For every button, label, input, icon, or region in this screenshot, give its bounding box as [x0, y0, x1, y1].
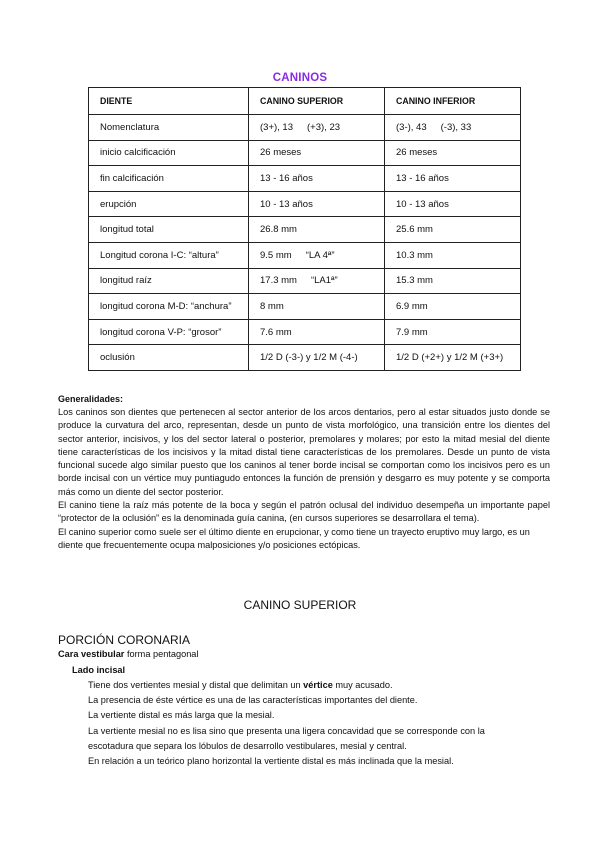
cell-value: erupción — [100, 198, 137, 210]
cell-value: 26.8 mm — [260, 224, 297, 236]
page-title: CANINOS — [272, 72, 328, 84]
table-row — [89, 140, 521, 166]
section-heading-porcion-coronaria: PORCIÓN CORONARIA — [58, 633, 191, 647]
header-canino-inferior: CANINO INFERIOR — [385, 88, 521, 115]
paragraph: Los caninos son dientes que pertenecen al sector anterior de los arcos dentarios, pero al estar situados justo donde se produce la curvatura del arco, representan, desde un punto de vista morfológico, una transición entre los dientes del sector anterior, incisivos, y los del sector lateral o posterior, premolares y molares; por esto la mitad mesial del diente tiene características de los incisivos y la mitad distal tiene características de los premolares. Desde un punto de vista funcional sucede algo similar puesto que los caninos al tener borde incisal se comportan como los incisivos pero es un borde incisal con un vértice muy puntiagudo entonces la función de prensión y desgarro es muy potente y se comporta más como un diente del sector posterior. — [58, 407, 550, 497]
text-line: En relación a un teórico plano horizontal la vertiente distal es más inclinada que la mesial. — [88, 756, 454, 767]
cell-value: 6.9 mm — [396, 300, 428, 312]
table-row — [89, 345, 521, 371]
cell-canino-inferior — [385, 217, 521, 243]
cell-canino-inferior — [385, 345, 521, 371]
table-row — [89, 166, 521, 192]
cell-canino-inferior — [385, 242, 521, 268]
cell-canino-inferior — [385, 166, 521, 192]
row-label — [89, 166, 249, 192]
table-row — [89, 191, 521, 217]
cell-value: 1/2 D (-3-) y 1/2 M (-4-) — [260, 352, 358, 364]
cell-value: 8 mm — [260, 300, 284, 312]
cell-canino-superior — [249, 294, 385, 320]
cell-value: 17.3 mm — [260, 275, 297, 287]
cell-value: 10 - 13 años — [260, 198, 313, 210]
header-diente: DIENTE — [89, 88, 249, 115]
text-line: La vertiente mesial no es lisa sino que presenta una ligera concavidad que se corresponde con la — [88, 725, 485, 736]
cell-value: inicio calcificación — [100, 147, 176, 159]
row-label — [89, 345, 249, 371]
cell-canino-inferior — [385, 319, 521, 345]
cara-vestibular-label: Cara vestibular — [58, 649, 125, 659]
cell-value: longitud corona V-P: “grosor” — [100, 326, 222, 338]
cell-canino-superior — [249, 242, 385, 268]
cell-value: 7.9 mm — [396, 326, 428, 338]
cell-canino-superior — [249, 191, 385, 217]
cell-value: longitud corona M-D: “anchura” — [100, 300, 232, 312]
row-label — [89, 115, 249, 141]
table-row — [89, 217, 521, 243]
lado-incisal-heading: Lado incisal — [72, 665, 126, 675]
table-header-row — [89, 88, 521, 115]
cell-value: 10.3 mm — [396, 249, 433, 261]
lado-incisal-lines — [88, 678, 485, 769]
cell-value: “LA 4ª” — [305, 249, 335, 261]
paragraph: El canino tiene la raíz más potente de la boca y según el patrón oclusal del individuo desempeña un importante papel “protector de la oclusión” es la denominada guía canina, (en cursos superiores se desarrollara el tema). — [58, 500, 550, 524]
cell-value: longitud total — [100, 224, 154, 236]
cell-value: (-3), 33 — [440, 121, 472, 133]
cell-value: Longitud corona I-C: “altura” — [100, 249, 219, 261]
row-label — [89, 294, 249, 320]
text-fragment: Tiene dos vertientes mesial y distal que delimitan un — [88, 680, 304, 690]
text-fragment: muy acusado. — [332, 680, 393, 690]
row-label — [89, 319, 249, 345]
cell-value: (3-), 43 — [396, 121, 427, 133]
text-line — [88, 678, 485, 693]
cell-value: 10 - 13 años — [396, 198, 449, 210]
cell-canino-superior — [249, 140, 385, 166]
row-label — [89, 268, 249, 294]
cell-canino-superior — [249, 166, 385, 192]
canines-table — [88, 87, 521, 371]
cara-vestibular-desc: forma pentagonal — [124, 649, 199, 659]
table-row — [89, 115, 521, 141]
cell-canino-inferior — [385, 115, 521, 141]
cell-value: 1/2 D (+2+) y 1/2 M (+3+) — [396, 352, 504, 364]
cell-value: (+3), 23 — [307, 121, 341, 133]
header-canino-superior: CANINO SUPERIOR — [249, 88, 385, 115]
cell-canino-inferior — [385, 140, 521, 166]
generalidades-heading: Generalidades: — [58, 394, 124, 404]
cell-value: 7.6 mm — [260, 326, 292, 338]
cell-canino-superior — [249, 345, 385, 371]
cell-canino-superior — [249, 268, 385, 294]
generalidades-text — [58, 406, 550, 552]
cell-canino-inferior — [385, 294, 521, 320]
cell-value: 9.5 mm — [260, 249, 292, 261]
cell-value: fin calcificación — [100, 172, 164, 184]
row-label — [89, 217, 249, 243]
table-row — [89, 268, 521, 294]
cara-vestibular-line — [58, 649, 198, 659]
paragraph: El canino superior como suele ser el último diente en erupcionar, y como tiene un trayecto eruptivo muy largo, es un diente que frecuentemente ocupa malposiciones y/o posiciones ectópicas. — [58, 526, 530, 550]
table-row — [89, 294, 521, 320]
cell-value: “LA1ª” — [310, 275, 338, 287]
cell-value: longitud raíz — [100, 275, 152, 287]
section-heading-canino-superior: CANINO SUPERIOR — [243, 598, 357, 612]
cell-canino-inferior — [385, 191, 521, 217]
cell-value: 15.3 mm — [396, 275, 433, 287]
cell-value: Nomenclatura — [100, 121, 160, 133]
cell-value: 25.6 mm — [396, 224, 433, 236]
cell-value: (3+), 13 — [260, 121, 294, 133]
cell-value: 13 - 16 años — [396, 172, 449, 184]
cell-canino-inferior — [385, 268, 521, 294]
row-label — [89, 140, 249, 166]
row-label — [89, 191, 249, 217]
cell-canino-superior — [249, 319, 385, 345]
cell-value: 13 - 16 años — [260, 172, 313, 184]
text-line: La vertiente distal es más larga que la mesial. — [88, 710, 275, 721]
row-label — [89, 242, 249, 268]
cell-value: 26 meses — [260, 147, 302, 159]
text-line: La presencia de éste vértice es una de las características importantes del diente. — [88, 695, 418, 706]
cell-value: 26 meses — [396, 147, 438, 159]
cell-canino-superior — [249, 115, 385, 141]
text-line: escotadura que separa los lóbulos de desarrollo vestibulares, mesial y central. — [88, 740, 407, 751]
cell-canino-superior — [249, 217, 385, 243]
table-row — [89, 319, 521, 345]
text-emphasis: vértice — [303, 680, 333, 690]
cell-value: oclusión — [100, 352, 135, 364]
table-row — [89, 242, 521, 268]
